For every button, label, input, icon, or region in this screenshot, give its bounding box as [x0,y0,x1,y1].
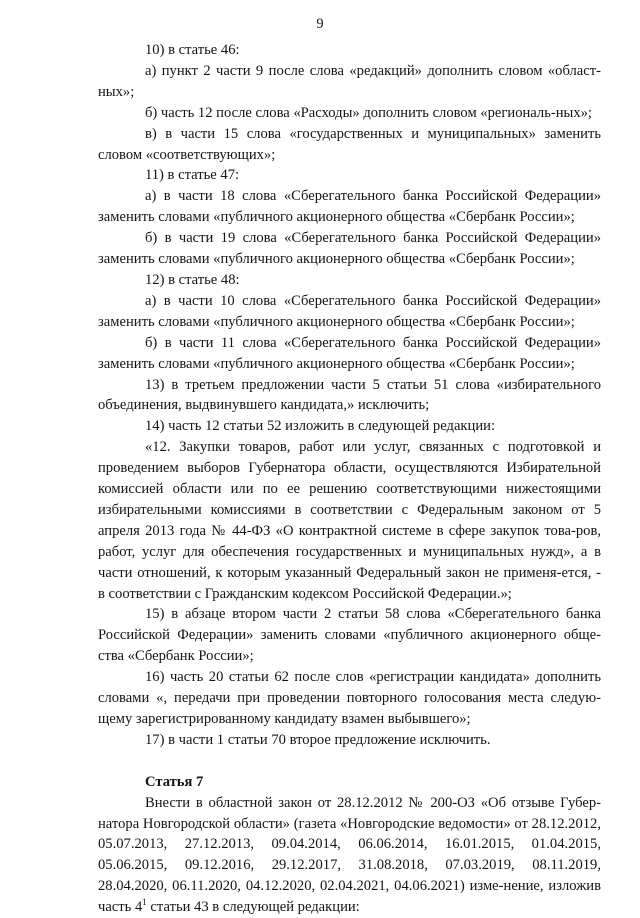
article-text-end: статьи 43 в следующей редакции: [146,899,360,916]
superscript: 1 [142,897,147,908]
blank-line [98,751,601,772]
paragraph: а) в части 10 слова «Сберегательного банка Российской Федерации» заменить словами «публичного акционерного общества «Сбербанк России»; [98,292,601,330]
paragraph: 13) в третьем предложении части 5 статьи 51 слова «избирательного объединения, выдвинувшего кандидата,» исключить; [98,376,601,414]
paragraph: 14) часть 12 статьи 52 изложить в следующей редакции: [145,418,495,435]
article-heading: Статья 7 [145,773,204,790]
paragraph: б) часть 12 после слова «Расходы» дополнить словом «региональ-ных»; [145,104,592,121]
document-body [98,40,601,918]
paragraph: 16) часть 20 статьи 62 после слов «регистрации кандидата» дополнить словами «, передачи при проведении повторного голосования места следую-щему зарегистрированному кандидату взамен выбывшего»; [98,669,601,727]
paragraph: б) в части 11 слова «Сберегательного банка Российской Федерации» заменить словами «публичного акционерного общества «Сбербанк России»; [98,334,601,372]
paragraph: а) в части 18 слова «Сберегательного банка Российской Федерации» заменить словами «публичного акционерного общества «Сбербанк России»; [98,188,601,226]
paragraph: 11) в статье 47: [145,167,240,184]
page-number: 9 [316,16,324,32]
article-text: Внести в областной закон от 28.12.2012 № 200-ОЗ «Об отзыве Губер-натора Новгородской области» (газета «Новгородские ведомости» от 28.12.2012, 05.07.2013, 27.12.2013, 09.04.2014, 06.06.2014, 16.01.2015, 01.04.2015, 05.06.2015, 09.12.2016, 29.12.2017, 31.08.2018, 07.03.2019, 08.11.2019, 28.04.2020, 06.11.2020, 04.12.2020, 02.04.2021, 04.06.2021) изме-нение, изложив часть 4 [98,794,601,916]
quoted-paragraph: «12. Закупки товаров, работ или услуг, связанных с подготовкой и проведением выборов Губернатора области, осуществляются Избирательной комиссией области или по ее решению соответствующими нижестоящими избирательными комиссиями в соответствии с Федеральным законом от 5 апреля 2013 года № 44-ФЗ «О контрактной системе в сфере закупок това-ров, работ, услуг для обеспечения государственных и муниципальных нужд», а в части отношений, к которым указанный Федеральный закон не применя-ется, - в соответствии с Гражданским кодексом Российской Федерации.»; [98,439,601,602]
article-paragraph [98,793,601,918]
paragraph: а) пункт 2 части 9 после слова «редакций» дополнить словом «област-ных»; [98,62,601,100]
paragraph: в) в части 15 слова «государственных и муниципальных» заменить словом «соответствующих»; [98,125,601,163]
paragraph: 12) в статье 48: [145,271,240,288]
paragraph: 10) в статье 46: [145,42,240,58]
paragraph: 15) в абзаце втором части 2 статьи 58 слова «Сберегательного банка Российской Федерации» заменить словами «публичного акционерного обще-ства «Сбербанк России»; [98,606,601,665]
paragraph: 17) в части 1 статьи 70 второе предложение исключить. [145,731,491,748]
paragraph: б) в части 19 слова «Сберегательного банка Российской Федерации» заменить словами «публичного акционерного общества «Сбербанк России»; [98,230,601,268]
